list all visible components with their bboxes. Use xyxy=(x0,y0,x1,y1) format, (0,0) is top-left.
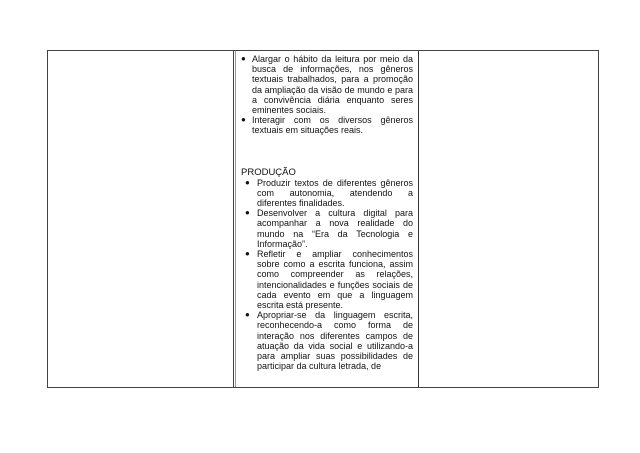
bullet-icon: ● xyxy=(245,177,250,187)
list-item-text: Interagir com os diversos gêneros textuais em situações reais. xyxy=(252,115,413,136)
list-item xyxy=(241,208,413,249)
objectives-cell xyxy=(241,54,413,371)
reading-objectives-list xyxy=(241,54,413,136)
table-divider xyxy=(418,51,419,387)
bullet-icon: ● xyxy=(245,249,250,259)
list-item-text: Apropriar-se da linguagem escrita, reconhecendo-a como forma de interação nos diferentes campos de atuação da vida social e utilizando-a para ampliar suas possibilidades de participar da cultura letrada, de xyxy=(257,310,413,372)
list-item-text: Desenvolver a cultura digital para acompanhar a nova realidade do mundo na “Era da Tecnologia e Informação”. xyxy=(257,208,413,249)
table-divider xyxy=(233,51,234,387)
curriculum-table xyxy=(47,50,599,388)
section-heading: PRODUÇÃO xyxy=(241,166,296,178)
table-border-right xyxy=(598,51,599,387)
list-item xyxy=(241,249,413,310)
bullet-icon: ● xyxy=(245,310,250,320)
list-item xyxy=(241,54,413,115)
list-item xyxy=(241,178,413,209)
table-border-left xyxy=(47,51,48,387)
list-item xyxy=(241,310,413,371)
production-objectives-list xyxy=(241,178,413,372)
list-item-text: Alargar o hábito da leitura por meio da busca de informações, nos gêneros textuais trabalhados, para a promoção da ampliação da visão de mundo e para a convivência diária enquanto seres eminentes sociais. xyxy=(252,54,413,116)
table-divider-inner xyxy=(235,51,236,387)
list-item-text: Produzir textos de diferentes gêneros com autonomia, atendendo a diferentes finalidades. xyxy=(257,177,413,209)
bullet-icon: ● xyxy=(245,208,250,218)
bullet-icon: ● xyxy=(241,115,246,125)
list-item-text: Refletir e ampliar conhecimentos sobre como a escrita funciona, assim como compreender as relações, intencionalidades e funções sociais de cada evento em que a linguagem escrita está presente. xyxy=(257,249,413,311)
list-item xyxy=(241,115,413,135)
bullet-icon: ● xyxy=(241,54,246,63)
